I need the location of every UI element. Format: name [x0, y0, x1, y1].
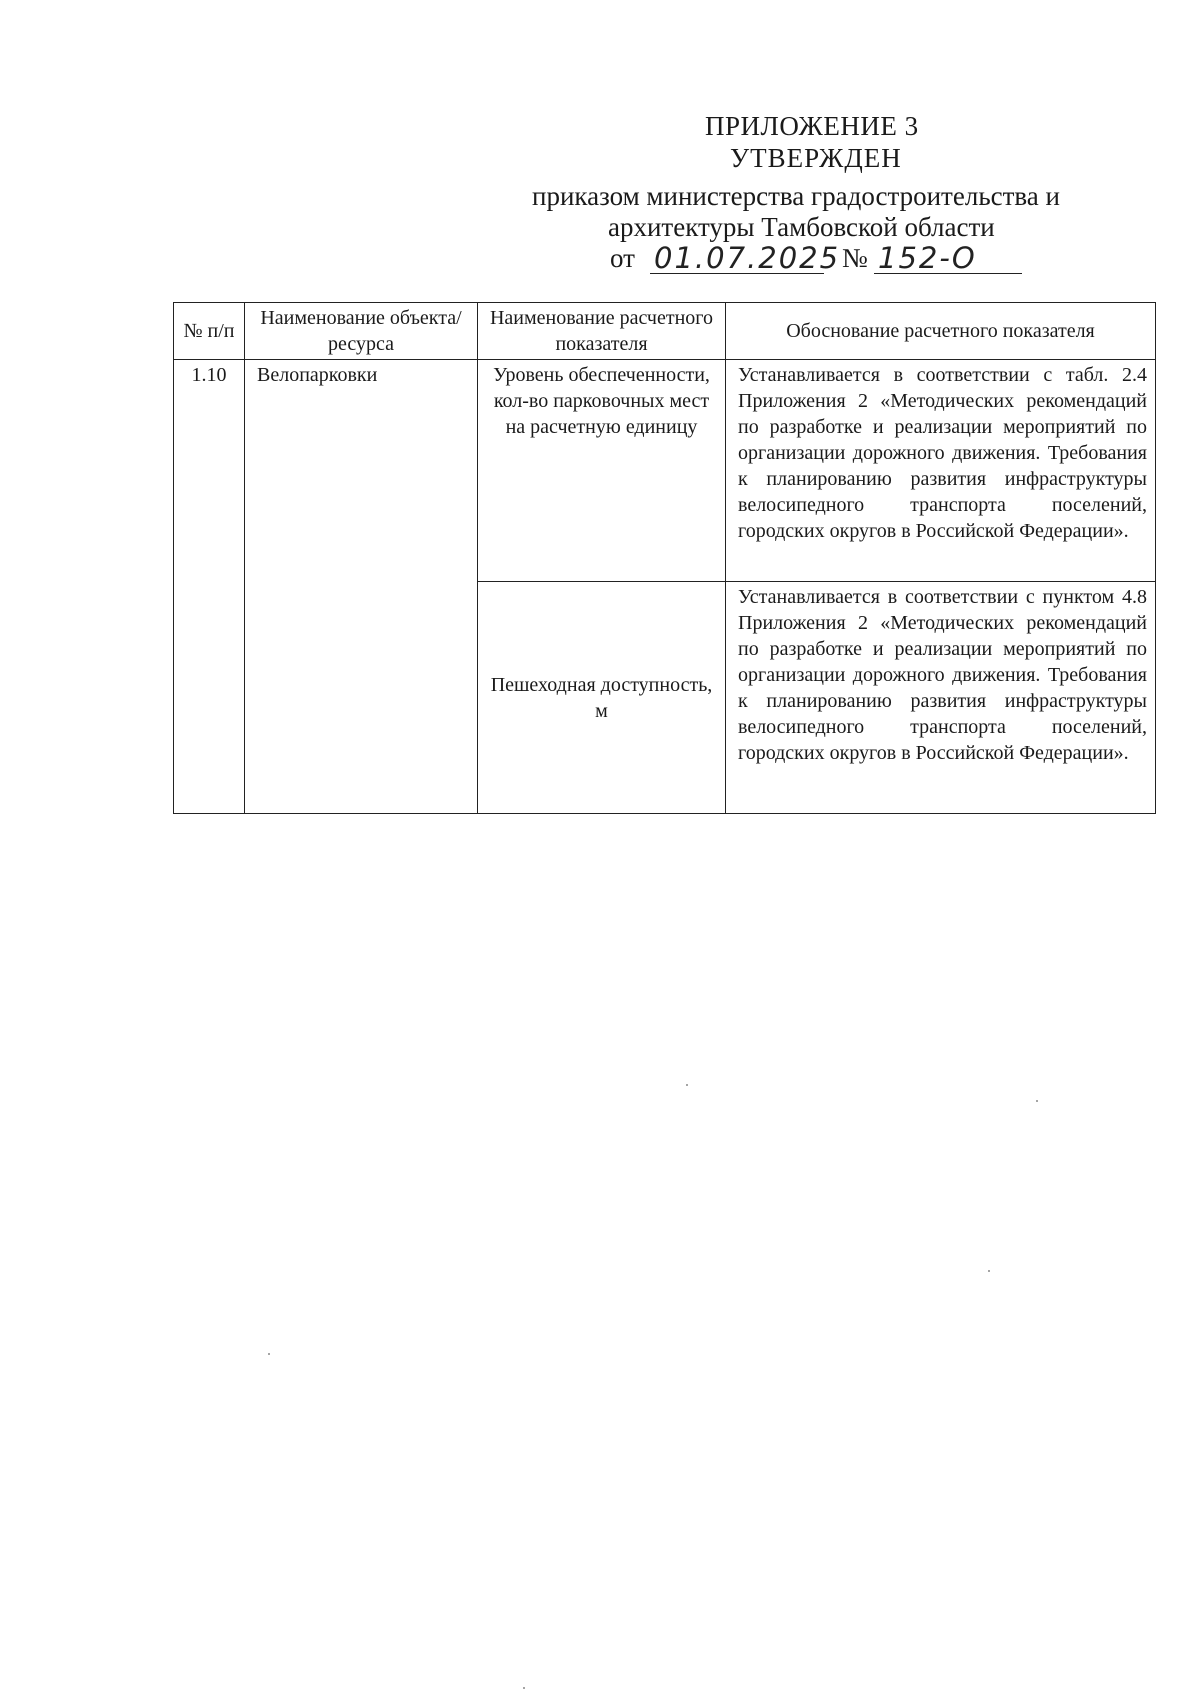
scan-speck	[1036, 1100, 1038, 1102]
row-number: 1.10	[174, 360, 245, 814]
table-row	[174, 360, 1156, 582]
number-prefix: №	[842, 243, 868, 273]
indicator-justification: Устанавливается в соответствии с пунктом 4.8 Приложения 2 «Методических рекомендаций по разработке и реализации мероприятий по организации дорожного движения. Требования к планированию развития инфраструктуры велосипедного транспорта поселений, городских округов в Российской Федерации».	[726, 582, 1156, 814]
scan-speck	[988, 1270, 990, 1272]
scan-speck	[523, 1687, 525, 1689]
header-justification: Обоснование расчетного показателя	[726, 303, 1156, 360]
order-line-1: приказом министерства градостроительства и	[532, 181, 1060, 211]
table-header-row	[174, 303, 1156, 360]
indicators-table	[173, 302, 1156, 814]
object-name: Велопарковки	[245, 360, 478, 814]
approved-label: УТВЕРЖДЕН	[730, 143, 902, 173]
header-number: № п/п	[174, 303, 245, 360]
indicator-name: Пешеходная доступность, м	[478, 582, 726, 814]
header-object: Наименование объекта/ресурса	[245, 303, 478, 360]
handwritten-number: 152-О	[874, 243, 1022, 274]
appendix-title: ПРИЛОЖЕНИЕ 3	[705, 111, 919, 141]
date-prefix: от	[610, 243, 635, 273]
handwritten-date: 01.07.2025	[650, 243, 824, 274]
scan-speck	[686, 1084, 688, 1086]
scan-speck	[268, 1353, 270, 1355]
indicator-name: Уровень обеспеченности, кол-во парковочных мест на расчетную единицу	[478, 360, 726, 582]
indicator-justification: Устанавливается в соответствии с табл. 2.4 Приложения 2 «Методических рекомендаций по разработке и реализации мероприятий по организации дорожного движения. Требования к планированию развития инфраструктуры велосипедного транспорта поселений, городских округов в Российской Федерации».	[726, 360, 1156, 582]
order-line-2: архитектуры Тамбовской области	[608, 212, 995, 242]
header-indicator: Наименование расчетного показателя	[478, 303, 726, 360]
